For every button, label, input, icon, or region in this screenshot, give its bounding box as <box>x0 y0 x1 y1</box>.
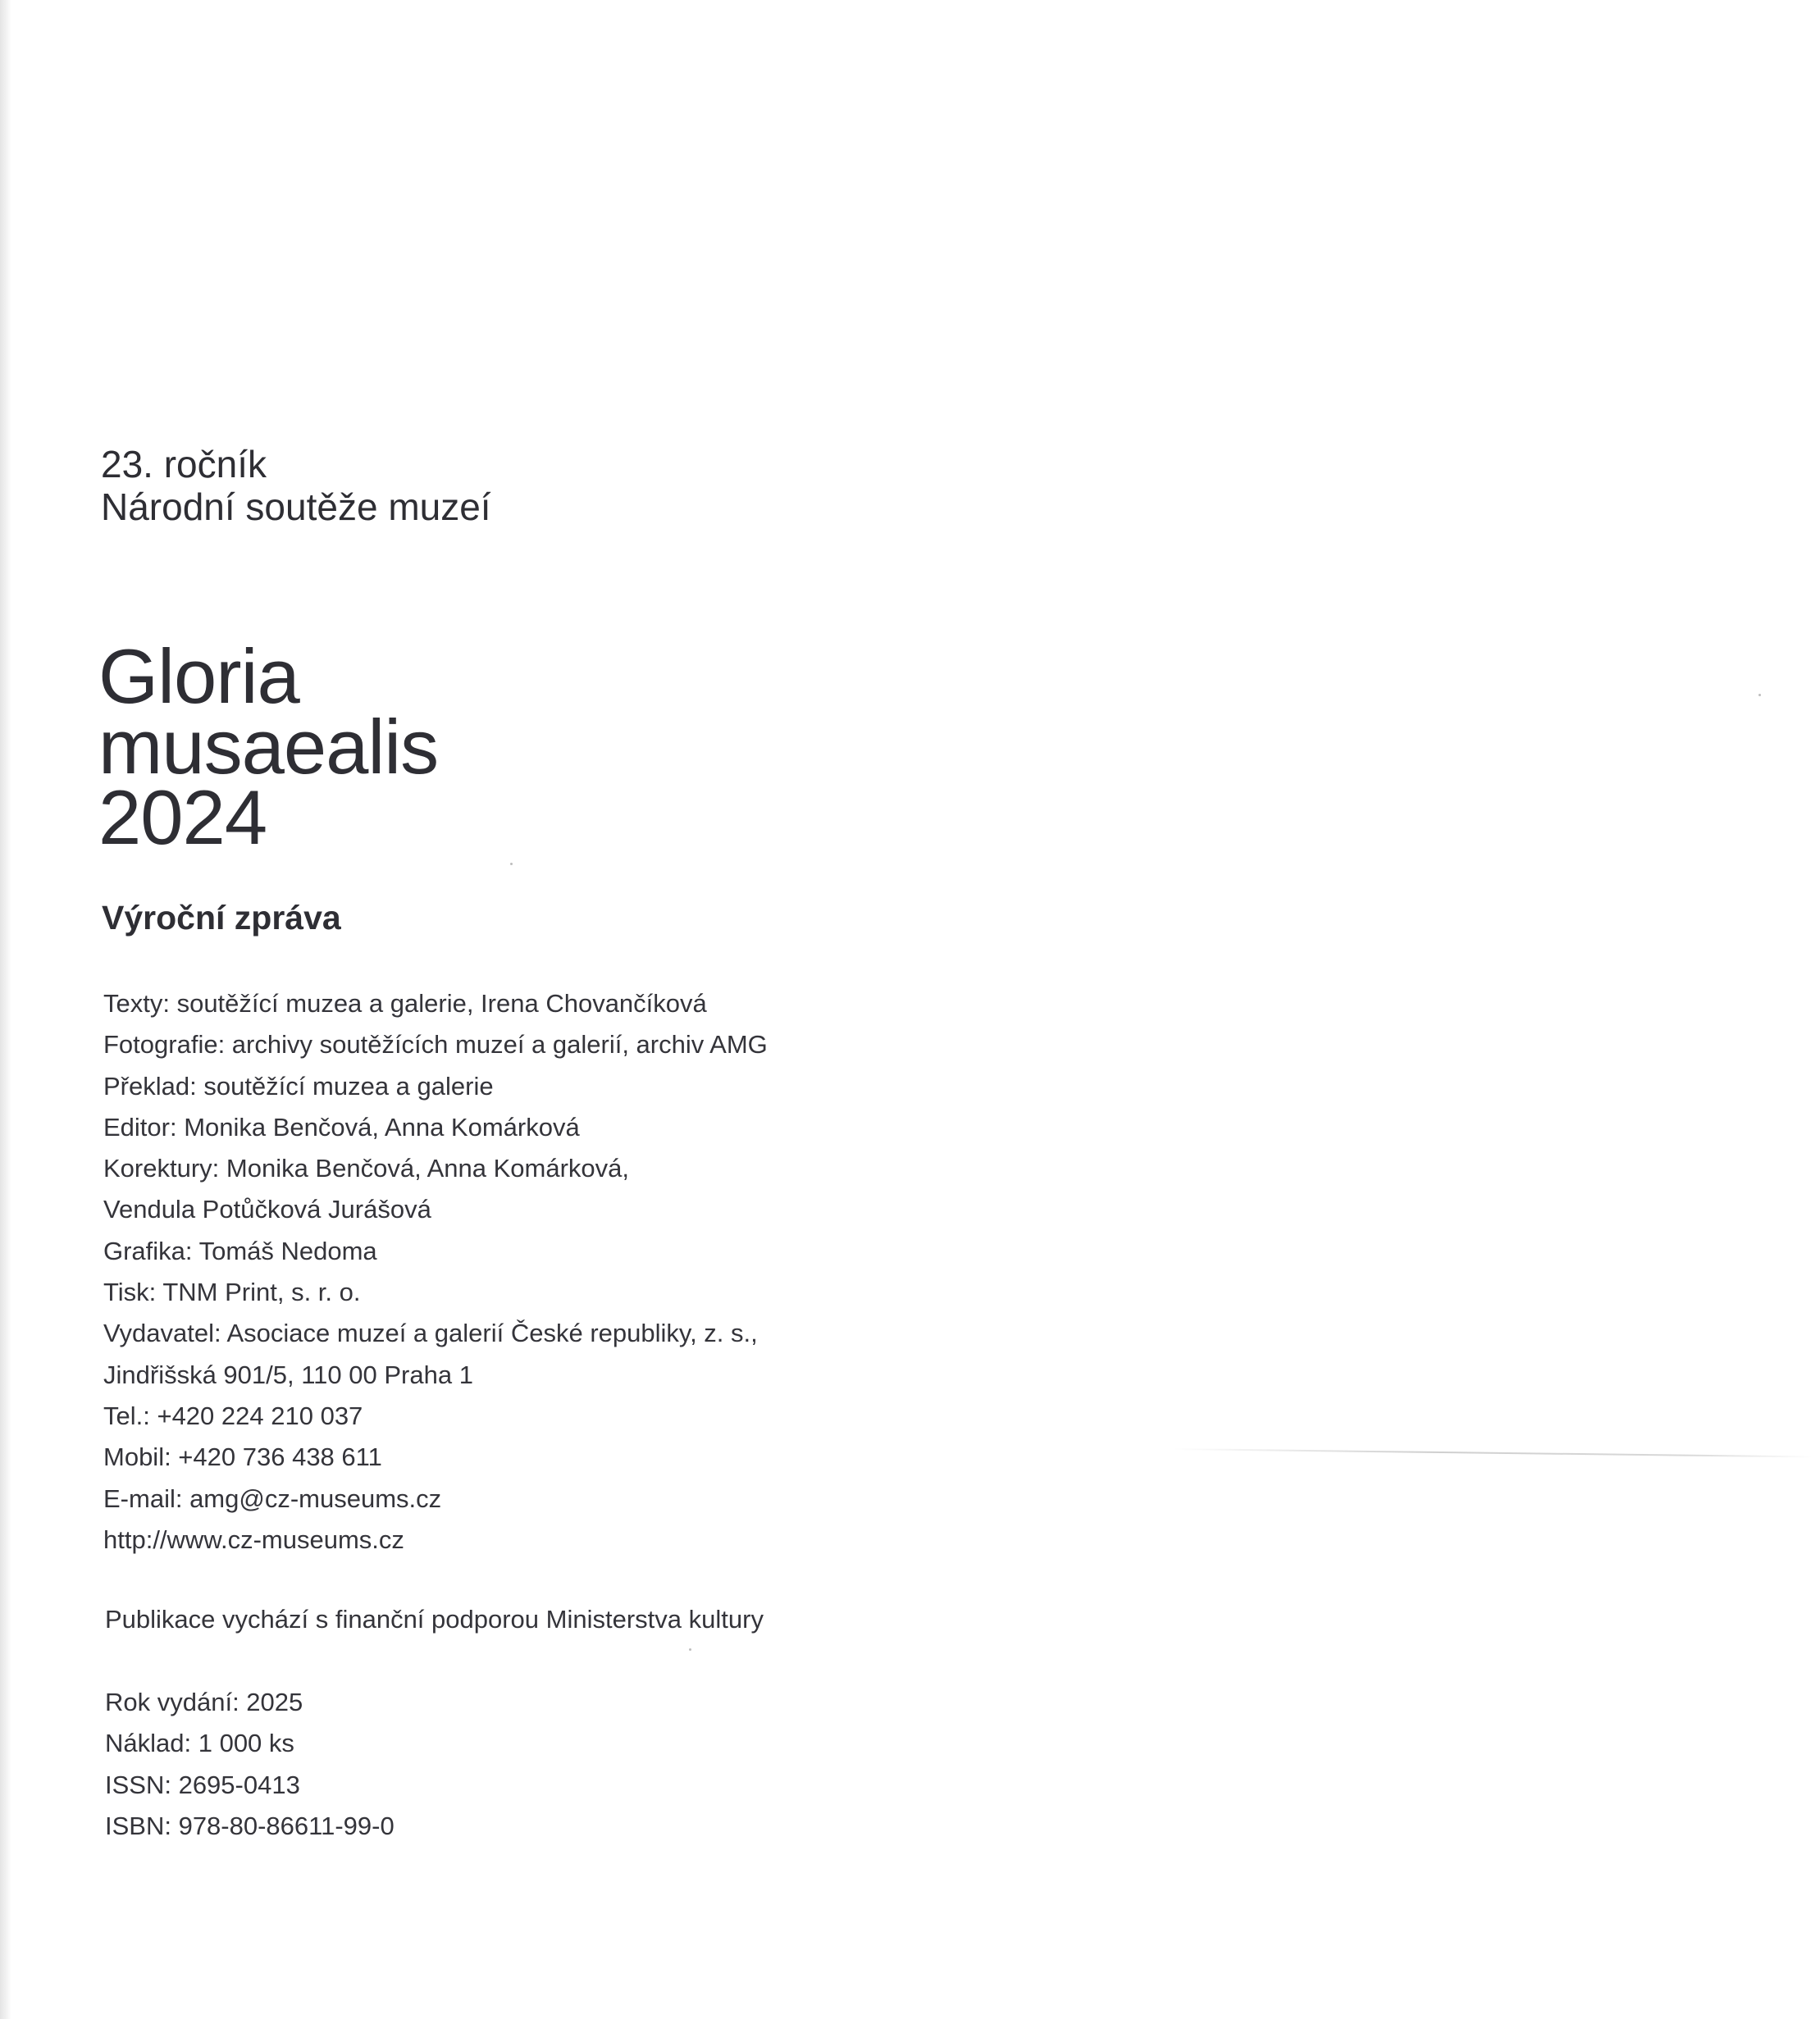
scan-artifact-line <box>1173 1448 1813 1458</box>
imprint-print-run: Náklad: 1 000 ks <box>105 1729 294 1758</box>
scan-speck <box>689 1648 691 1651</box>
credit-line-email: E-mail: amg@cz-museums.cz <box>103 1483 442 1513</box>
credit-line-phone: Tel.: +420 224 210 037 <box>103 1401 363 1430</box>
scan-speck <box>1758 694 1761 696</box>
scan-speck <box>510 863 513 865</box>
imprint-issn: ISSN: 2695-0413 <box>105 1770 300 1799</box>
page-edge-shadow <box>0 0 11 2019</box>
credit-line-graphics: Grafika: Tomáš Nedoma <box>103 1236 377 1265</box>
title-line-3: 2024 <box>98 774 267 860</box>
funding-note: Publikace vychází s finanční podporou Ministerstva kultury <box>105 1605 764 1634</box>
title-line-1: Gloria <box>98 633 299 719</box>
credit-line-translation: Překlad: soutěžící muzea a galerie <box>103 1071 494 1101</box>
imprint-year: Rok vydání: 2025 <box>105 1688 303 1716</box>
imprint-isbn: ISBN: 978-80-86611-99-0 <box>105 1811 395 1840</box>
edition-subtitle <box>101 443 491 528</box>
report-heading: Výroční zpráva <box>102 899 341 937</box>
credit-line-website: http://www.cz-museums.cz <box>103 1525 404 1554</box>
imprint-block <box>105 1682 395 1847</box>
credit-line-proofreading: Korektury: Monika Benčová, Anna Komárková, <box>103 1154 629 1183</box>
credit-line-mobile: Mobil: +420 736 438 611 <box>103 1442 382 1472</box>
publication-title <box>98 633 439 860</box>
credits-block <box>103 983 768 1561</box>
title-line-2: musaealis <box>98 704 439 790</box>
credit-line-address: Jindřišská 901/5, 110 00 Praha 1 <box>103 1360 473 1389</box>
edition-number: 23. ročník <box>101 443 267 485</box>
credit-line-texts: Texty: soutěžící muzea a galerie, Irena Chovančíková <box>103 989 707 1018</box>
credit-line-photos: Fotografie: archivy soutěžících muzeí a galerií, archiv AMG <box>103 1030 768 1060</box>
credit-line-editor: Editor: Monika Benčová, Anna Komárková <box>103 1112 580 1142</box>
credit-line-publisher: Vydavatel: Asociace muzeí a galerií České republiky, z. s., <box>103 1319 758 1348</box>
credit-line-print: Tisk: TNM Print, s. r. o. <box>103 1278 361 1307</box>
competition-name: Národní soutěže muzeí <box>101 485 491 528</box>
credit-line-proofreading-cont: Vendula Potůčková Jurášová <box>103 1195 431 1224</box>
